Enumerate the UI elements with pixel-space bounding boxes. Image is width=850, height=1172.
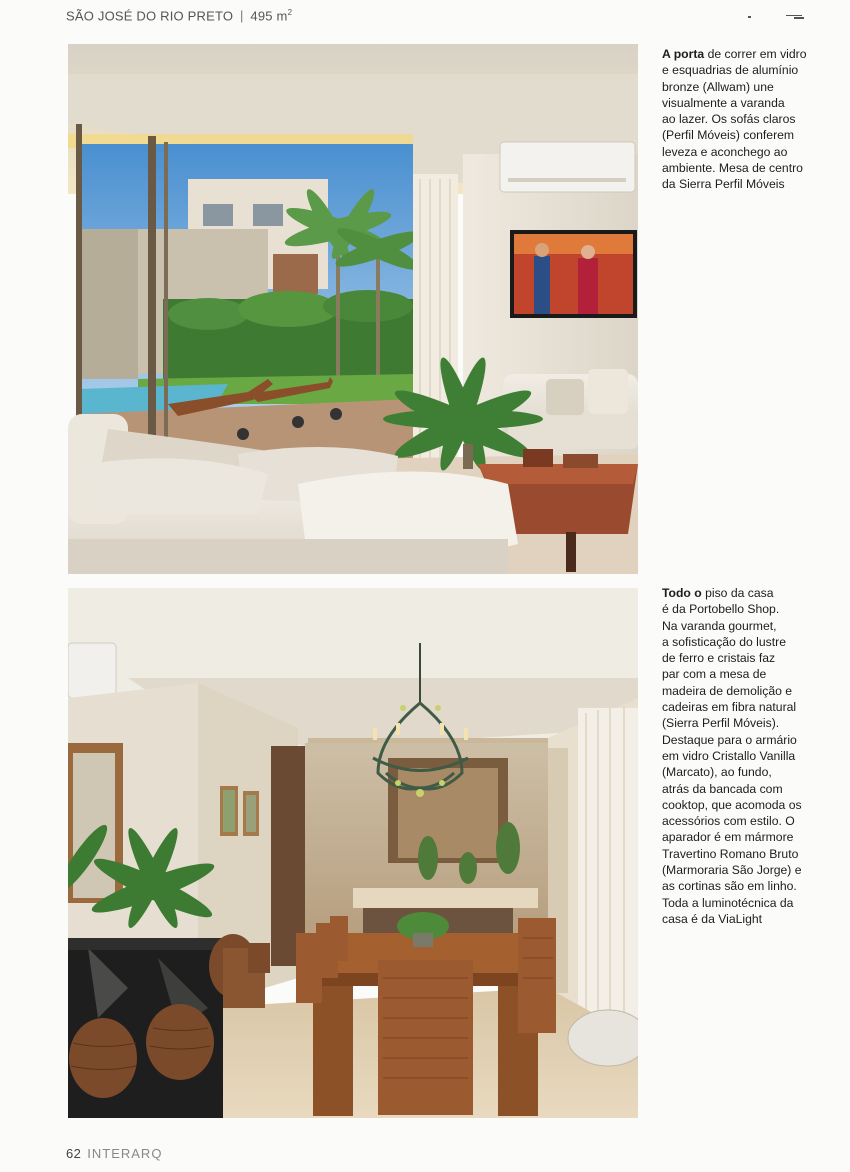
- caption-2-line: par com a mesa de: [662, 667, 767, 682]
- caption-2-line: em vidro Cristallo Vanilla: [662, 748, 796, 763]
- printer-marks: [748, 14, 808, 20]
- caption-2-line: madeira de demolição e: [662, 683, 793, 698]
- caption-2-line: a sofisticação do lustre: [662, 634, 786, 649]
- caption-1-line: visualmente a varanda: [662, 95, 785, 110]
- caption-1-line: de correr em vidro: [704, 47, 807, 61]
- caption-1-line: ao lazer. Os sofás claros: [662, 112, 796, 127]
- caption-2-line: é da Portobello Shop.: [662, 602, 780, 617]
- caption-1-line: (Perfil Móveis) conferem: [662, 128, 795, 143]
- header-location: SÃO JOSÉ DO RIO PRETO: [66, 8, 234, 24]
- caption-2-line: cadeiras em fibra natural: [662, 700, 797, 715]
- caption-2-line: as cortinas são em linho.: [662, 879, 797, 894]
- caption-living-room: [662, 46, 822, 193]
- caption-2-line: (Sierra Perfil Móveis).: [662, 716, 780, 731]
- page-number: 62: [66, 1146, 82, 1161]
- living-room-photo: [68, 44, 638, 574]
- caption-dining-room: [662, 585, 822, 927]
- magazine-name: INTERARQ: [87, 1146, 163, 1161]
- caption-2-line: (Marmoraria São Jorge) e: [662, 863, 802, 878]
- caption-2-line: casa é da ViaLight: [662, 911, 763, 926]
- caption-2-line: Toda a luminotécnica da: [662, 895, 794, 910]
- caption-1-line: da Sierra Perfil Móveis: [662, 177, 785, 192]
- page-footer: [66, 1146, 162, 1161]
- header-area: 495 m: [250, 8, 288, 24]
- caption-1-line: bronze (Allwam) une: [662, 79, 774, 94]
- caption-2-line: Na varanda gourmet,: [662, 618, 777, 633]
- caption-2-line: Travertino Romano Bruto: [662, 846, 799, 861]
- caption-1-line: ambiente. Mesa de centro: [662, 161, 803, 176]
- caption-2-line: acessórios com estilo. O: [662, 814, 795, 829]
- caption-2-line: piso da casa: [701, 586, 774, 600]
- header-separator: |: [240, 8, 244, 24]
- caption-1-line: e esquadrias de alumínio: [662, 63, 799, 78]
- page-header: [66, 8, 292, 23]
- caption-2-lead: Todo o: [662, 586, 702, 600]
- header-area-unit: 2: [287, 8, 293, 17]
- caption-2-line: de ferro e cristais faz: [662, 651, 776, 666]
- caption-2-line: aparador é em mármore: [662, 830, 794, 845]
- caption-2-line: cooktop, que acomoda os: [662, 797, 802, 812]
- dining-room-photo: [68, 588, 638, 1118]
- caption-1-line: leveza e aconchego ao: [662, 144, 788, 159]
- caption-2-line: atrás da bancada com: [662, 781, 783, 796]
- caption-2-line: (Marcato), ao fundo,: [662, 765, 772, 780]
- caption-1-lead: A porta: [662, 47, 705, 61]
- caption-2-line: Destaque para o armário: [662, 732, 797, 747]
